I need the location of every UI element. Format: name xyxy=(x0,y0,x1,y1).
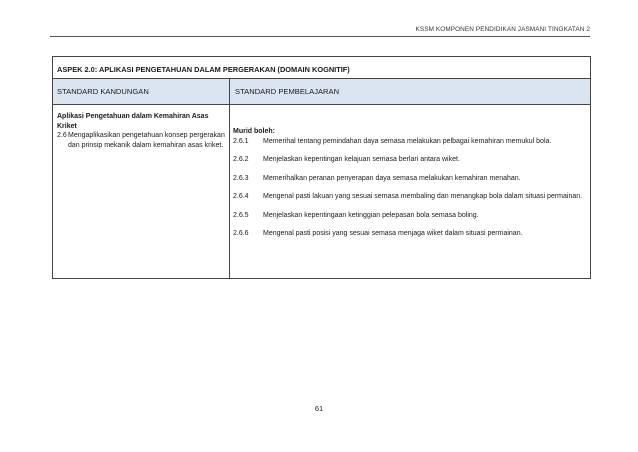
standard-item xyxy=(233,192,589,202)
kandungan-cell xyxy=(57,112,225,150)
standard-item xyxy=(233,211,589,221)
standard-item xyxy=(233,229,589,239)
standard-item-number: 2.6.1 xyxy=(233,137,249,145)
aspect-title-row xyxy=(53,57,590,79)
column-header-row xyxy=(53,79,590,105)
col-header-pembelajaran: STANDARD PEMBELAJARAN xyxy=(235,87,340,96)
page-number: 61 xyxy=(314,404,324,413)
standard-item xyxy=(233,155,589,165)
standard-item-number: 2.6.2 xyxy=(233,156,249,163)
aspect-title: ASPEK 2.0: APLIKASI PENGETAHUAN DALAM PERGERAKAN (DOMAIN KOGNITIF) xyxy=(57,65,350,74)
standard-item xyxy=(233,174,589,184)
standard-item-number: 2.6.6 xyxy=(233,230,249,237)
kandungan-item-text: Mengaplikasikan pengetahuan konsep pergerakan dan prinsip mekanik dalam kemahiran asas kriket. xyxy=(68,132,225,149)
standard-item-text: Menjelaskan kepentingan kelajuan semasa berlari antara wiket. xyxy=(263,156,460,163)
standard-item xyxy=(233,137,589,147)
curriculum-table xyxy=(52,56,591,279)
column-divider xyxy=(229,79,230,278)
kandungan-item-number: 2.6 xyxy=(57,132,67,139)
standard-item-number: 2.6.3 xyxy=(233,174,249,182)
standard-item-text: Mengenal pasti lakuan yang sesuai semasa membaling dan menangkap bola dalam situasi permainan. xyxy=(263,193,583,200)
standard-item-text: Mengenal pasti posisi yang sesuai semasa menjaga wiket dalam situasi permainan. xyxy=(263,230,523,237)
col-header-kandungan: STANDARD KANDUNGAN xyxy=(57,87,149,96)
pembelajaran-cell xyxy=(233,127,589,248)
standard-item-number: 2.6.4 xyxy=(233,193,249,200)
murid-boleh-lead: Murid boleh: xyxy=(233,128,275,135)
standard-item-text: Memerihal tentang pemindahan daya semasa melakukan pelbagai kemahiran memukul bola. xyxy=(263,137,552,145)
standard-item-number: 2.6.5 xyxy=(233,211,249,219)
running-header: KSSM KOMPONEN PENDIDIKAN JASMANI TINGKATAN 2 xyxy=(415,26,590,33)
kandungan-topic: Aplikasi Pengetahuan dalam Kemahiran Asas Kriket xyxy=(57,113,209,130)
header-rule xyxy=(50,36,590,37)
standard-item-text: Menjelaskan kepentingaan ketinggian pelepasan bola semasa boling. xyxy=(263,211,479,219)
kandungan-item xyxy=(57,131,225,150)
standard-item-text: Memerihalkan peranan penyerapan daya semasa melakukan kemahiran menahan. xyxy=(263,174,521,182)
